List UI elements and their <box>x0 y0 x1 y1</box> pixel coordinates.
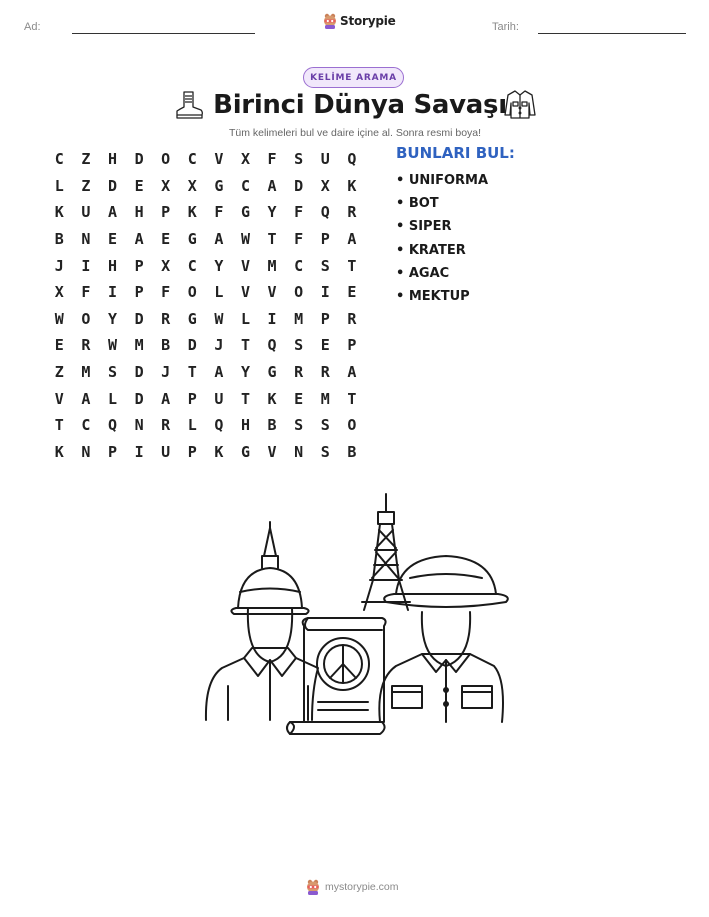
grid-letter[interactable]: Y <box>107 309 117 328</box>
grid-letter[interactable]: U <box>320 150 330 169</box>
grid-letter[interactable]: C <box>294 256 304 275</box>
grid-letter[interactable]: H <box>134 203 144 222</box>
grid-letter[interactable]: D <box>134 363 144 382</box>
grid-letter[interactable]: O <box>81 309 91 328</box>
grid-letter[interactable]: E <box>54 336 64 355</box>
grid-letter[interactable]: D <box>187 336 197 355</box>
grid-letter[interactable]: S <box>320 442 330 461</box>
grid-letter[interactable]: L <box>240 309 250 328</box>
storypie-logo-icon <box>306 879 320 895</box>
word-item: • SIPER <box>396 219 452 235</box>
grid-letter[interactable]: R <box>347 203 357 222</box>
grid-row <box>46 385 365 412</box>
grid-letter[interactable]: U <box>161 442 171 461</box>
grid-letter[interactable]: G <box>240 203 250 222</box>
word-item: • UNIFORMA <box>396 173 489 188</box>
grid-letter[interactable]: G <box>187 230 197 249</box>
grid-letter[interactable]: X <box>320 176 330 195</box>
grid-letter[interactable]: B <box>347 442 357 461</box>
grid-letter[interactable]: A <box>134 230 144 249</box>
grid-letter[interactable]: P <box>187 389 197 408</box>
grid-letter[interactable]: N <box>294 442 304 461</box>
grid-letter[interactable]: M <box>134 336 144 355</box>
grid-letter[interactable]: A <box>214 363 224 382</box>
grid-letter[interactable]: F <box>267 150 277 169</box>
grid-letter[interactable]: R <box>161 416 171 435</box>
grid-letter[interactable]: E <box>107 230 117 249</box>
grid-letter[interactable]: T <box>240 336 250 355</box>
grid-letter[interactable]: U <box>81 203 91 222</box>
grid-letter[interactable]: C <box>54 150 64 169</box>
grid-letter[interactable]: I <box>134 442 144 461</box>
grid-letter[interactable]: R <box>347 309 357 328</box>
grid-letter[interactable]: R <box>294 363 304 382</box>
grid-letter[interactable]: F <box>81 283 91 302</box>
grid-letter[interactable]: P <box>134 256 144 275</box>
grid-letter[interactable]: K <box>54 203 64 222</box>
grid-letter[interactable]: A <box>107 203 117 222</box>
grid-letter[interactable]: I <box>267 309 277 328</box>
grid-letter[interactable]: F <box>161 283 171 302</box>
grid-letter[interactable]: K <box>267 389 277 408</box>
grid-row <box>46 412 365 439</box>
brand-name: Storypie <box>340 14 396 28</box>
grid-letter[interactable]: L <box>214 283 224 302</box>
grid-letter[interactable]: L <box>54 176 64 195</box>
grid-letter[interactable]: P <box>347 336 357 355</box>
grid-letter[interactable]: S <box>294 416 304 435</box>
grid-row <box>46 199 365 226</box>
grid-letter[interactable]: O <box>161 150 171 169</box>
grid-letter[interactable]: O <box>347 416 357 435</box>
grid-letter[interactable]: V <box>214 150 224 169</box>
grid-letter[interactable]: V <box>267 442 277 461</box>
grid-row <box>46 359 365 386</box>
grid-letter[interactable]: T <box>240 389 250 408</box>
grid-letter[interactable]: A <box>347 230 357 249</box>
grid-letter[interactable]: Z <box>81 150 91 169</box>
grid-letter[interactable]: G <box>267 363 277 382</box>
grid-letter[interactable]: E <box>294 389 304 408</box>
grid-letter[interactable]: X <box>54 283 64 302</box>
word-list-title: BUNLARI BUL: <box>396 144 515 162</box>
grid-letter[interactable]: T <box>347 256 357 275</box>
grid-letter[interactable]: Z <box>81 176 91 195</box>
grid-letter[interactable]: I <box>107 283 117 302</box>
grid-letter[interactable]: T <box>267 230 277 249</box>
grid-letter[interactable]: M <box>294 309 304 328</box>
grid-letter[interactable]: J <box>54 256 64 275</box>
grid-letter[interactable]: V <box>240 256 250 275</box>
grid-letter[interactable]: T <box>187 363 197 382</box>
grid-letter[interactable]: A <box>161 389 171 408</box>
grid-letter[interactable]: I <box>320 283 330 302</box>
grid-letter[interactable]: W <box>107 336 117 355</box>
name-label: Ad: <box>24 21 41 33</box>
grid-row <box>46 226 365 253</box>
grid-letter[interactable]: G <box>214 176 224 195</box>
grid-letter[interactable]: F <box>294 203 304 222</box>
grid-letter[interactable]: V <box>54 389 64 408</box>
grid-letter[interactable]: S <box>294 150 304 169</box>
grid-letter[interactable]: M <box>81 363 91 382</box>
grid-letter[interactable]: M <box>267 256 277 275</box>
grid-letter[interactable]: D <box>134 389 144 408</box>
grid-letter[interactable]: D <box>134 309 144 328</box>
grid-letter[interactable]: S <box>107 363 117 382</box>
grid-row <box>46 279 365 306</box>
soldiers-peace-illustration[interactable] <box>200 490 510 745</box>
grid-letter[interactable]: V <box>240 283 250 302</box>
grid-letter[interactable]: A <box>214 230 224 249</box>
grid-letter[interactable]: H <box>107 256 117 275</box>
grid-letter[interactable]: J <box>214 336 224 355</box>
grid-letter[interactable]: N <box>81 442 91 461</box>
grid-letter[interactable]: I <box>81 256 91 275</box>
grid-row <box>46 146 365 173</box>
grid-letter[interactable]: P <box>134 283 144 302</box>
grid-letter[interactable]: U <box>214 389 224 408</box>
grid-row <box>46 252 365 279</box>
grid-letter[interactable]: H <box>240 416 250 435</box>
word-search-grid <box>46 146 365 465</box>
grid-letter[interactable]: H <box>107 150 117 169</box>
grid-letter[interactable]: Q <box>214 416 224 435</box>
grid-letter[interactable]: C <box>81 416 91 435</box>
grid-row <box>46 173 365 200</box>
word-item: • KRATER <box>396 242 466 258</box>
grid-letter[interactable]: D <box>134 150 144 169</box>
grid-letter[interactable]: G <box>187 309 197 328</box>
grid-letter[interactable]: A <box>81 389 91 408</box>
grid-letter[interactable]: P <box>320 309 330 328</box>
grid-letter[interactable]: B <box>267 416 277 435</box>
word-item: • AGAC <box>396 265 450 281</box>
grid-letter[interactable]: C <box>240 176 250 195</box>
grid-letter[interactable]: O <box>294 283 304 302</box>
grid-letter[interactable]: G <box>240 442 250 461</box>
grid-letter[interactable]: P <box>320 230 330 249</box>
grid-letter[interactable]: E <box>161 230 171 249</box>
grid-letter[interactable]: Y <box>267 203 277 222</box>
grid-letter[interactable]: P <box>107 442 117 461</box>
grid-letter[interactable]: K <box>347 176 357 195</box>
grid-letter[interactable]: E <box>347 283 357 302</box>
grid-letter[interactable]: T <box>347 389 357 408</box>
grid-letter[interactable]: X <box>240 150 250 169</box>
grid-letter[interactable]: X <box>187 176 197 195</box>
grid-letter[interactable]: Q <box>320 203 330 222</box>
grid-letter[interactable]: W <box>240 230 250 249</box>
grid-letter[interactable]: Q <box>267 336 277 355</box>
grid-letter[interactable]: R <box>81 336 91 355</box>
grid-letter[interactable]: X <box>161 256 171 275</box>
grid-letter[interactable]: B <box>54 230 64 249</box>
grid-letter[interactable]: S <box>320 256 330 275</box>
word-item: • MEKTUP <box>396 288 470 304</box>
instructions: Tüm kelimeleri bul ve daire içine al. Sonra resmi boya! <box>228 127 482 139</box>
grid-letter[interactable]: T <box>54 416 64 435</box>
footer-url[interactable]: mystorypie.com <box>325 881 399 893</box>
grid-letter[interactable]: P <box>161 203 171 222</box>
grid-letter[interactable]: F <box>214 203 224 222</box>
grid-letter[interactable]: S <box>320 416 330 435</box>
grid-letter[interactable]: Y <box>214 256 224 275</box>
grid-letter[interactable]: E <box>320 336 330 355</box>
grid-letter[interactable]: R <box>320 363 330 382</box>
grid-letter[interactable]: Q <box>107 416 117 435</box>
grid-letter[interactable]: A <box>347 363 357 382</box>
grid-letter[interactable]: K <box>187 203 197 222</box>
grid-letter[interactable]: Q <box>347 150 357 169</box>
grid-letter[interactable]: L <box>107 389 117 408</box>
grid-letter[interactable]: J <box>161 363 171 382</box>
grid-letter[interactable]: C <box>187 150 197 169</box>
grid-letter[interactable]: A <box>267 176 277 195</box>
grid-letter[interactable]: F <box>294 230 304 249</box>
grid-letter[interactable]: W <box>214 309 224 328</box>
word-list <box>396 172 488 311</box>
grid-letter[interactable]: E <box>134 176 144 195</box>
footer <box>306 879 399 895</box>
grid-letter[interactable]: R <box>161 309 171 328</box>
page-title: Birinci Dünya Savaşı <box>213 90 507 120</box>
grid-letter[interactable]: P <box>187 442 197 461</box>
grid-letter[interactable]: B <box>161 336 171 355</box>
grid-row <box>46 332 365 359</box>
name-line[interactable] <box>72 33 255 34</box>
grid-letter[interactable]: V <box>267 283 277 302</box>
grid-letter[interactable]: K <box>54 442 64 461</box>
grid-letter[interactable]: C <box>187 256 197 275</box>
date-label: Tarih: <box>492 21 519 33</box>
grid-letter[interactable]: D <box>294 176 304 195</box>
grid-letter[interactable]: S <box>294 336 304 355</box>
grid-letter[interactable]: N <box>134 416 144 435</box>
brand-logo <box>323 13 396 29</box>
grid-letter[interactable]: M <box>320 389 330 408</box>
grid-letter[interactable]: O <box>187 283 197 302</box>
grid-letter[interactable]: D <box>107 176 117 195</box>
word-item: • BOT <box>396 196 439 212</box>
grid-letter[interactable]: W <box>54 309 64 328</box>
grid-letter[interactable]: Y <box>240 363 250 382</box>
grid-letter[interactable]: Z <box>54 363 64 382</box>
date-line[interactable] <box>538 33 686 34</box>
activity-badge: KELİME ARAMA <box>303 67 404 88</box>
grid-letter[interactable]: X <box>161 176 171 195</box>
grid-letter[interactable]: K <box>214 442 224 461</box>
grid-row <box>46 439 365 466</box>
grid-row <box>46 306 365 333</box>
grid-letter[interactable]: N <box>81 230 91 249</box>
storypie-logo-icon <box>323 13 337 29</box>
grid-letter[interactable]: L <box>187 416 197 435</box>
